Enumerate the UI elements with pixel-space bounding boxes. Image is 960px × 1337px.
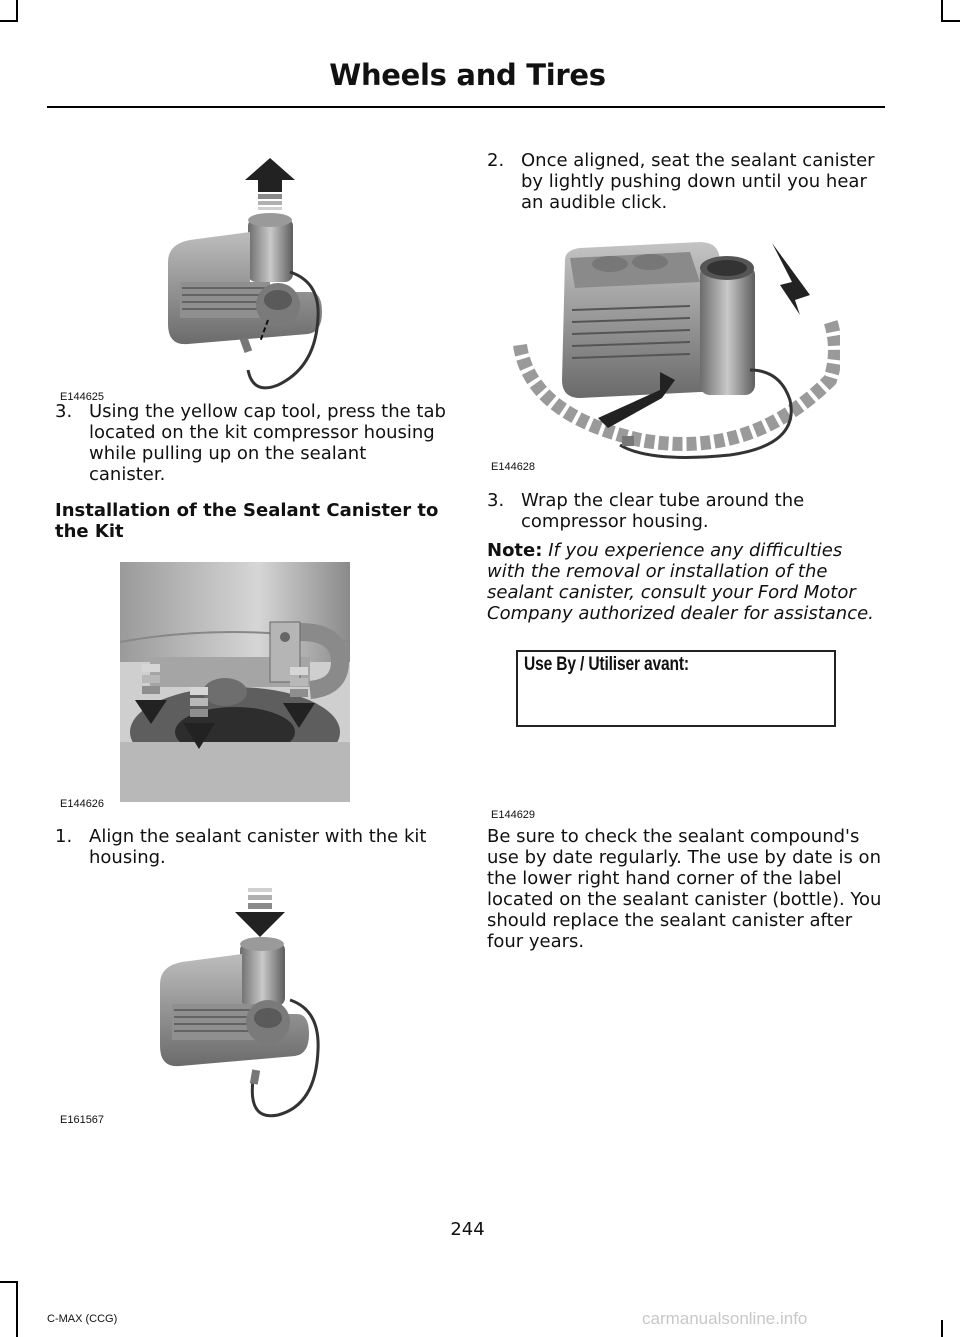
figure-wrap-tube (510, 240, 840, 460)
note-text: If you experience any difficulties with the removal or installation of the sealant canister, consult your Ford Motor Company authorized dealer for assistance. (487, 540, 874, 624)
step-2-right (487, 150, 882, 213)
use-by-label-figure (516, 650, 836, 727)
figure-code: E144625 (60, 391, 105, 403)
note (487, 540, 883, 624)
body-paragraph: Be sure to check the sealant compound's use by date regularly. The use by date is on the lower right hand corner of the label located on the sealant canister (bottle). You should replace the sealant canister after four years. (487, 826, 882, 952)
step-number: 3. (55, 401, 73, 422)
step-number: 1. (55, 826, 73, 847)
header-rule (47, 106, 885, 108)
watermark: carmanualsonline.info (642, 1309, 808, 1328)
use-by-label-text: Use By / Utiliser avant: (524, 654, 689, 675)
step-3-right (487, 490, 882, 532)
crop-mark (941, 1320, 943, 1337)
page-number: 244 (450, 1219, 485, 1240)
crop-mark (0, 1281, 18, 1283)
figure-canister-install (155, 882, 335, 1122)
crop-mark (16, 1281, 18, 1337)
crop-mark (16, 0, 18, 22)
crop-mark (941, 0, 943, 22)
crop-mark (941, 20, 960, 22)
figure-code: E144629 (491, 809, 536, 821)
crop-mark (0, 20, 18, 22)
figure-code: E144626 (60, 798, 105, 810)
step-number: 3. (487, 490, 505, 511)
step-1-left (55, 826, 448, 868)
step-3-left (55, 401, 448, 485)
section-heading: Installation of the Sealant Canister to the Kit (55, 500, 439, 542)
step-text: Wrap the clear tube around the compressor housing. (521, 490, 805, 532)
page-title: Wheels and Tires (329, 58, 606, 92)
step-text: Align the sealant canister with the kit housing. (89, 826, 427, 868)
note-label: Note: (487, 540, 543, 561)
step-text: Once aligned, seat the sealant canister by lightly pushing down until you hear an audible click. (521, 150, 875, 213)
figure-code: E144628 (491, 461, 536, 473)
figure-canister-base-closeup (120, 562, 350, 802)
figure-code: E161567 (60, 1114, 105, 1126)
step-text: Using the yellow cap tool, press the tab located on the kit compressor housing while pulling up on the sealant canister. (89, 401, 446, 485)
footer-model: C-MAX (CCG) (47, 1313, 118, 1325)
step-number: 2. (487, 150, 505, 171)
figure-canister-removal (160, 150, 340, 395)
